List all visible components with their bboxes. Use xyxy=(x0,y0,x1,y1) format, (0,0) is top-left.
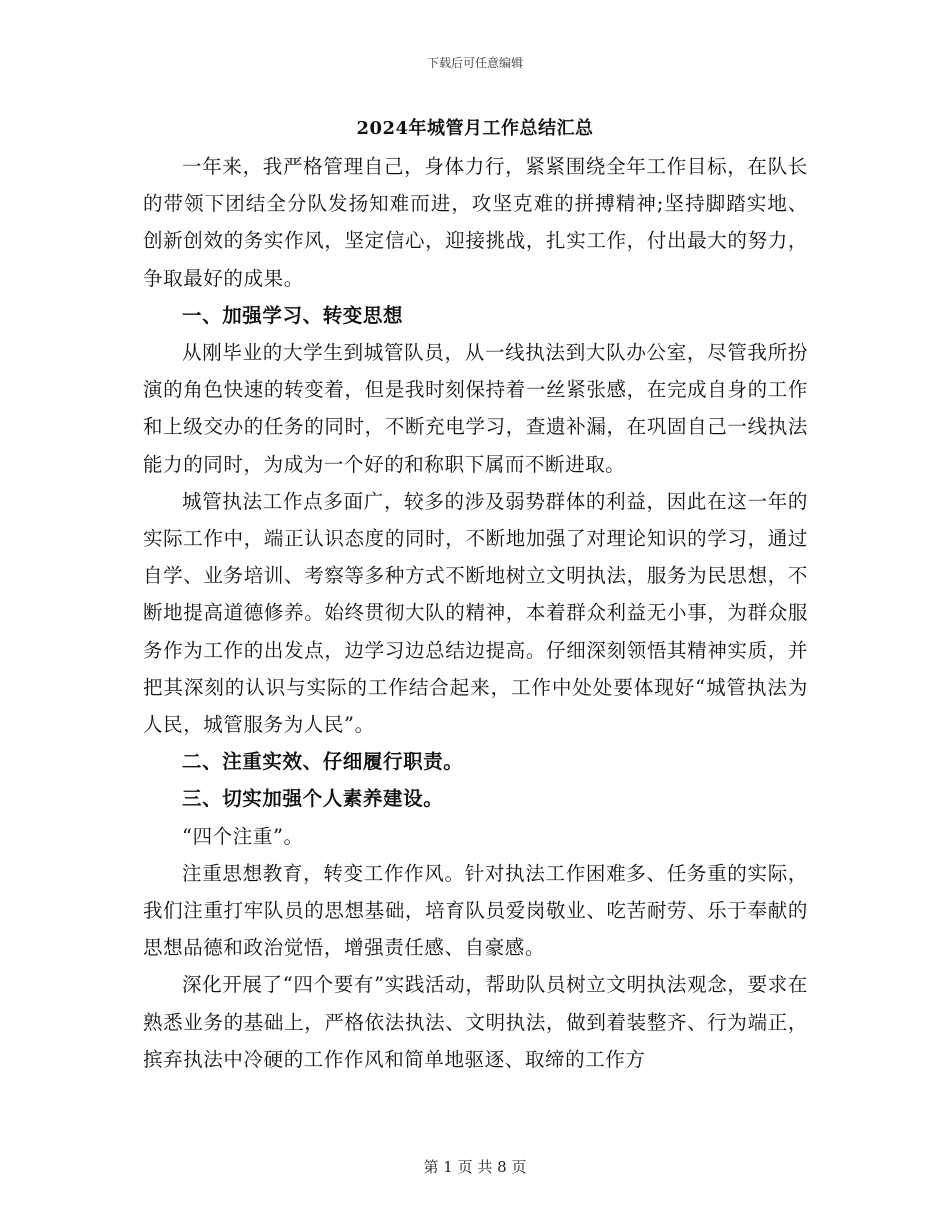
section-heading-1: 一、加强学习、转变思想 xyxy=(182,303,404,327)
paragraph-four-focus: “四个注重”。 xyxy=(182,824,304,848)
page-footer: 第 1 页 共 8 页 xyxy=(423,1158,527,1176)
paragraph-practice-activity: 深化开展了“四个要有”实践活动，帮助队员树立文明执法观念，要求在熟悉业务的基础上，严格依法执法、文明执法，做到着装整齐、行为端正，摈弃执法中冷硬的工作作风和简单地驱逐、取缔的工作方 xyxy=(143,973,808,1071)
document-body xyxy=(143,148,808,1078)
header-note: 下载后可任意编辑 xyxy=(426,56,523,70)
section-heading-2: 二、注重实效、仔细履行职责。 xyxy=(182,750,464,774)
section-heading-3: 三、切实加强个人素养建设。 xyxy=(182,787,444,811)
paragraph-study-2: 城管执法工作点多面广，较多的涉及弱势群体的利益，因此在这一年的实际工作中，端正认识态度的同时，不断地加强了对理论知识的学习，通过自学、业务培训、考察等多种方式不断地树立文明执法，服务为民思想，不断地提高道德修养。始终贯彻大队的精神，本着群众利益无小事，为群众服务作为工作的出发点，边学习边总结边提高。仔细深刻领悟其精神实质，并把其深刻的认识与实际的工作结合起来，工作中处处要体现好“城管执法为人民，城管服务为人民”。 xyxy=(143,489,808,737)
paragraph-intro: 一年来，我严格管理自己，身体力行，紧紧围绕全年工作目标，在队长的带领下团结全分队发扬知难而进，攻坚克难的拼搏精神;坚持脚踏实地、创新创效的务实作风，坚定信心，迎接挑战，扎实工作，付出最大的努力，争取最好的成果。 xyxy=(143,155,808,290)
document-title: 2024年城管月工作总结汇总 xyxy=(356,118,594,139)
paragraph-study-1: 从刚毕业的大学生到城管队员，从一线执法到大队办公室，尽管我所扮演的角色快速的转变着，但是我时刻保持着一丝紧张感，在完成自身的工作和上级交办的任务的同时，不断充电学习，查遗补漏，在巩固自己一线执法能力的同时，为成为一个好的和称职下属而不断进取。 xyxy=(143,341,808,476)
paragraph-thought-education: 注重思想教育，转变工作作风。针对执法工作困难多、任务重的实际，我们注重打牢队员的思想基础，培育队员爱岗敬业、吃苦耐劳、乐于奉献的思想品德和政治觉悟，增强责任感、自豪感。 xyxy=(143,861,808,960)
